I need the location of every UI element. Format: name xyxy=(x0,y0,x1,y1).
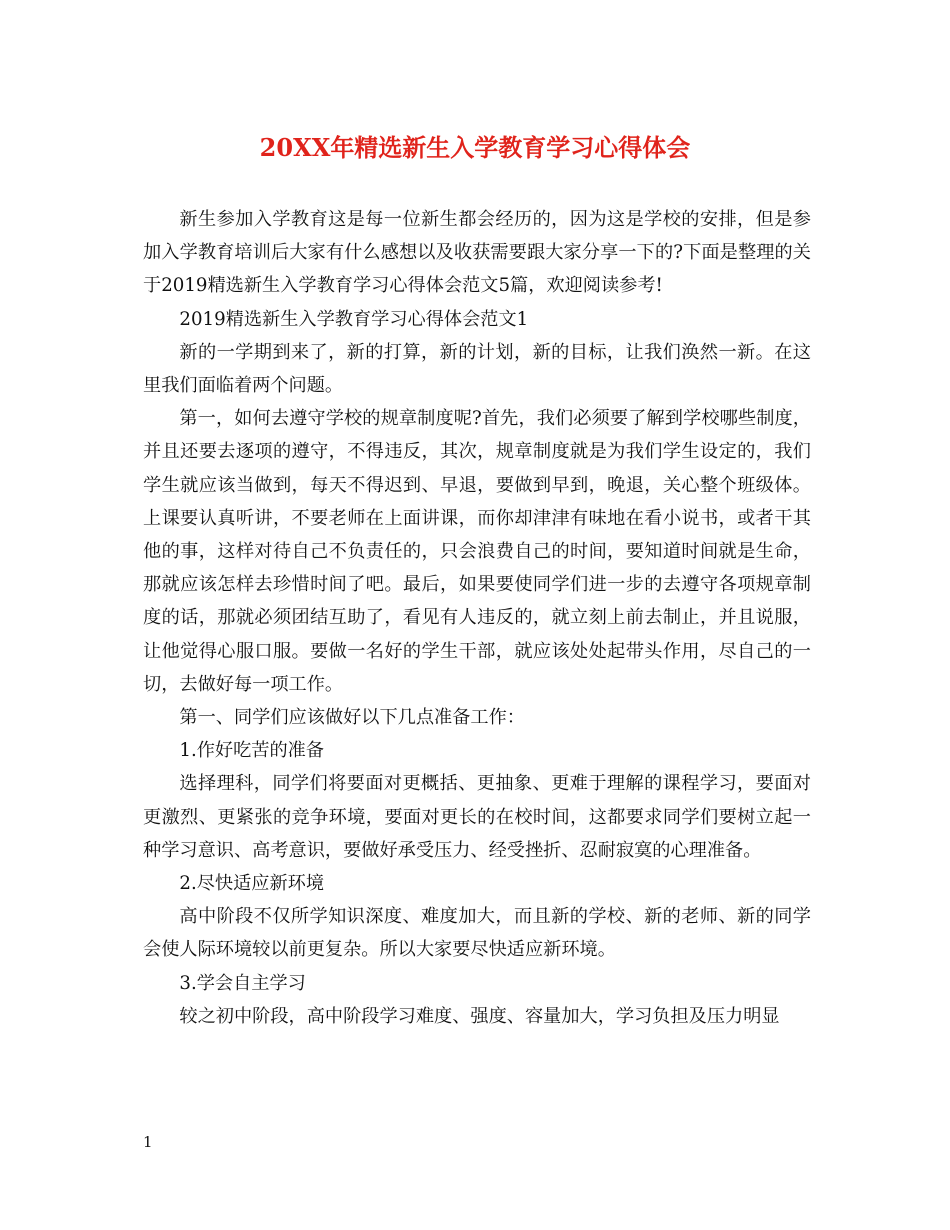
body-paragraph: 选择理科，同学们将要面对更概括、更抽象、更难于理解的课程学习，要面对更激烈、更紧张的竞争环境，要面对更长的在校时间，这都要求同学们要树立起一种学习意识、高考意识，要做好承受压力、经受挫折、忍耐寂寞的心理准备。 xyxy=(143,773,811,861)
body-paragraph: 第一，如何去遵守学校的规章制度呢?首先，我们必须要了解到学校哪些制度，并且还要去逐项的遵守，不得违反，其次，规章制度就是为我们学生设定的，我们学生就应该当做到，每天不得迟到、早退，要做到早到，晚退，关心整个班级体。上课要认真听讲，不要老师在上面讲课，而你却津津有味地在看小说书，或者干其他的事，这样对待自己不负责任的，只会浪费自己的时间，要知道时间就是生命，那就应该怎样去珍惜时间了吧。最后，如果要使同学们进一步的去遵守各项规章制度的话，那就必须团结互助了，看见有人违反的，就立刻上前去制止，并且说服，让他觉得心服口服。要做一名好的学生干部，就应该处处起带头作用，尽自己的一切，去做好每一项工作。 xyxy=(143,408,811,695)
essay-heading: 2019精选新生入学教育学习心得体会范文1 xyxy=(179,308,529,330)
page-number: 1 xyxy=(143,1133,153,1151)
document-body xyxy=(143,203,811,1033)
body-paragraph: 高中阶段不仅所学知识深度、难度加大，而且新的学校、新的老师、新的同学会使人际环境较以前更复杂。所以大家要尽快适应新环境。 xyxy=(143,906,811,961)
list-item-heading: 1.作好吃苦的准备 xyxy=(179,740,325,762)
section-heading: 第一、同学们应该做好以下几点准备工作： xyxy=(179,707,525,729)
intro-paragraph: 新生参加入学教育这是每一位新生都会经历的，因为这是学校的安排，但是参加入学教育培训后大家有什么感想以及收获需要跟大家分享一下的?下面是整理的关于2019精选新生入学教育学习心得体会范文5篇，欢迎阅读参考! xyxy=(143,209,811,297)
document-title: 20XX年精选新生入学教育学习心得体会 xyxy=(259,133,691,162)
list-item-heading: 3.学会自主学习 xyxy=(179,972,306,994)
body-paragraph: 较之初中阶段，高中阶段学习难度、强度、容量加大，学习负担及压力明显 xyxy=(179,1005,780,1027)
list-item-heading: 2.尽快适应新环境 xyxy=(179,873,325,895)
body-paragraph: 新的一学期到来了，新的打算，新的计划，新的目标，让我们涣然一新。在这里我们面临着两个问题。 xyxy=(143,341,811,397)
